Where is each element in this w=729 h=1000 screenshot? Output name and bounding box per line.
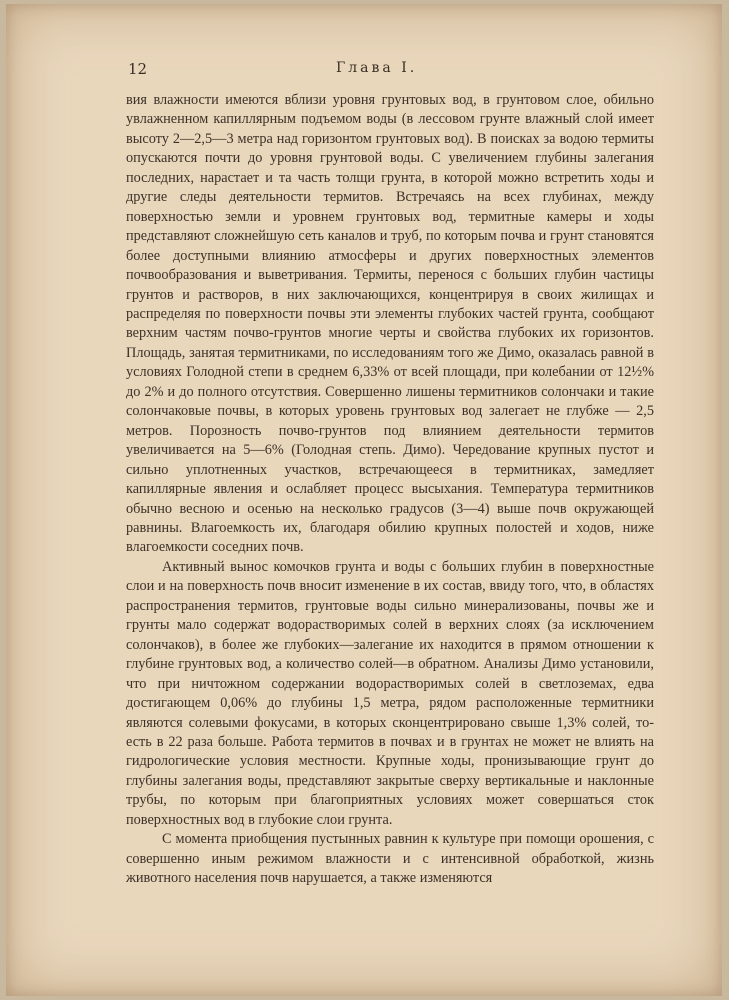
paragraph-1: вия влажности имеются вблизи уровня грунтовых вод, в грунтовом слое, обильно увлажненном капиллярным подъемом воды (в лессовом грунте влажный слой имеет высоту 2—2,5—3 метра над горизонтом грунтовых вод). В поисках за водою термиты опускаются почти до уровня грунтовой воды. С увеличением глубины залегания последних, нарастает и та часть толщи грунта, в которой можно встретить ходы и другие следы деятельности термитов. Встречаясь на всех глубинах, между поверхностью земли и уровнем грунтовых вод, термитные камеры и ходы представляют сложнейшую сеть каналов и труб, по которым почва и грунт становятся более доступными влиянию атмосферы и других поверхностных элементов почвообразования и выветривания. Термиты, перенося с больших глубин частицы грунтов и растворов, в них заключающихся, концентрируя в своих жилищах и распределяя по поверхности почвы эти элементы глубоких частей грунта, сообщают верхним частям почво-грунтов многие черты и свойства глубоких их горизонтов. Площадь, занятая термитниками, по исследованиям того же Димо, оказалась равной в условиях Голодной степи в среднем 6,33% от всей площади, при колебании от 12½% до 2% и до полного отсутствия. Совершенно лишены термитников солончаки и такие солончаковые почвы, в которых уровень грунтовых вод залегает не глубже — 2,5 метров. Порозность почво-грунтов под влиянием деятельности термитов увеличивается на 5—6% (Голодная степь. Димо). Чередование крупных пустот и сильно уплотненных участков, встречающееся в термитниках, замедляет капиллярные явления и ослабляет процесс высыхания. Температура термитников обычно весною и осенью на несколько градусов (3—4) выше почв окружающей равнины. Влагоемкость их, благодаря обилию крупных полостей и ходов, ниже влагоемкости соседних почв. [126, 92, 654, 556]
page-number: 12 [128, 60, 148, 78]
body-text [126, 91, 654, 889]
running-head: Глава I. [336, 60, 418, 76]
paragraph-3: С момента приобщения пустынных равнин к культуре при помощи орошения, с совершенно иным режимом влажности и с интенсивной обработкой, жизнь животного населения почв нарушается, а также изменяются [126, 831, 654, 887]
paragraph-2: Активный вынос комочков грунта и воды с больших глубин в поверхностные слои и на поверхность почв вносит изменение в их состав, ввиду того, что, в областях распространения термитов, грунтовые воды сильно минерализованы, почвы же и грунты мало содержат водорастворимых солей в верхних слоях (за исключением солончаков), в более же глубоких—залегание их находится в прямом отношении к глубине грунтовых вод, а количество солей—в обратном. Анализы Димо установили, что при ничтожном содержании водорастворимых солей в светлоземах, едва достигающем 0,06% до глубины 1,5 метра, рядом расположенные термитники являются солевыми фокусами, в которых сконцентрировано свыше 1,3% солей, то-есть в 22 раза больше. Работа термитов в почвах и в грунтах не может не влиять на гидрологические условия местности. Крупные ходы, пронизывающие грунт до глубины залегания воды, представляют закрытые сверху вертикальные и наклонные трубы, по которым при благоприятных условиях может совершаться сток поверхностных вод в глубокие слои грунта. [126, 558, 654, 828]
book-page [6, 4, 722, 996]
